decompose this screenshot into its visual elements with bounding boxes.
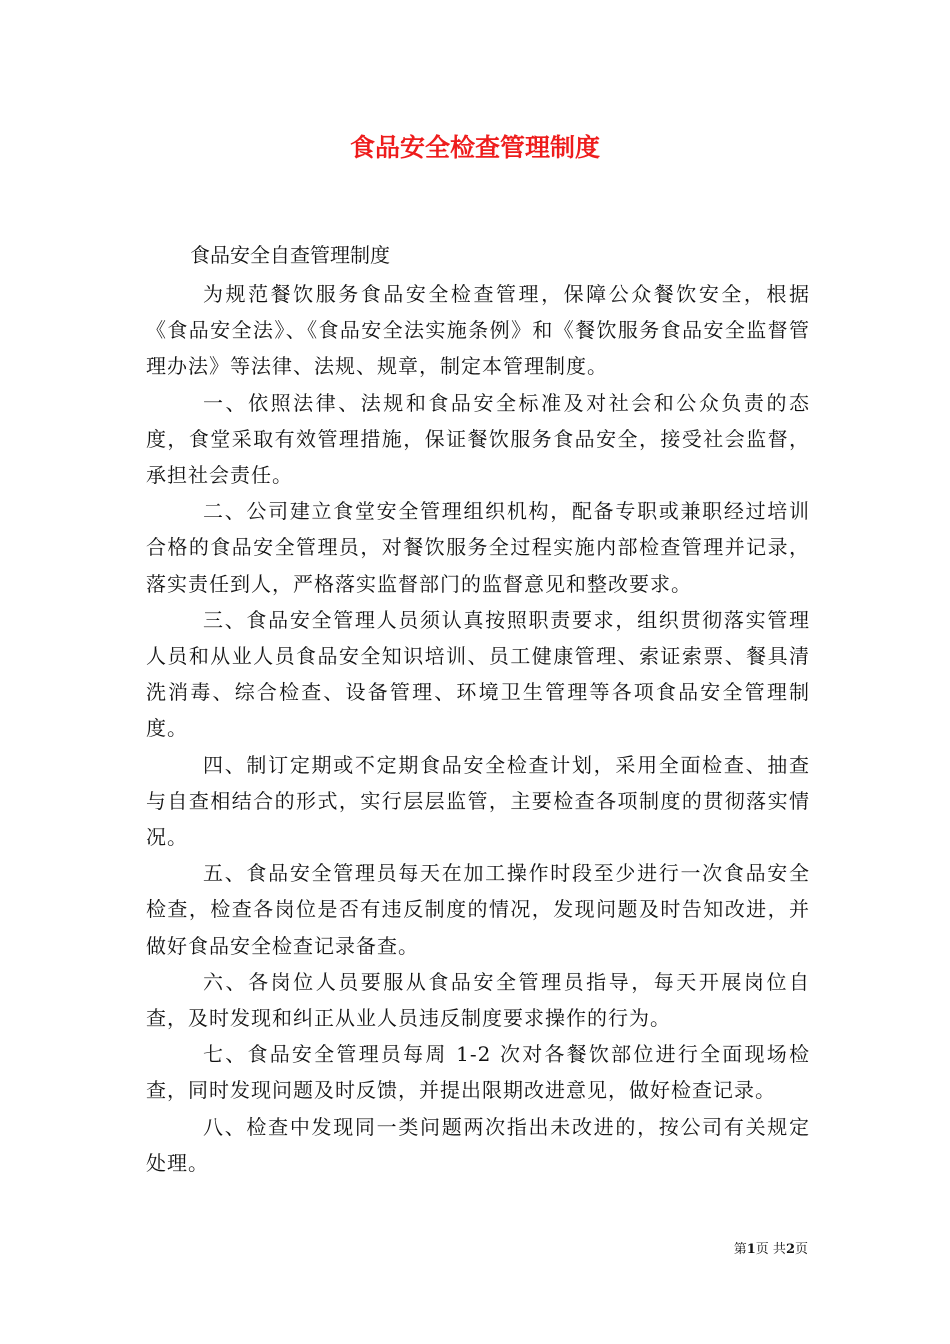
- paragraph-5: 五、食品安全管理员每天在加工操作时段至少进行一次食品安全检查，检查各岗位是否有违反制度的情况，发现问题及时告知改进，并做好食品安全检查记录备查。: [146, 861, 810, 958]
- paragraph-intro: 为规范餐饮服务食品安全检查管理，保障公众餐饮安全，根据《食品安全法》、《食品安全法实施条例》和《餐饮服务食品安全监督管理办法》等法律、法规、规章，制定本管理制度。: [146, 282, 810, 379]
- footer-suffix: 页: [794, 1242, 808, 1257]
- paragraph-3: 三、食品安全管理人员须认真按照职责要求，组织贯彻落实管理人员和从业人员食品安全知识培训、员工健康管理、索证索票、餐具清洗消毒、综合检查、设备管理、环境卫生管理等各项食品安全管理制度。: [146, 607, 810, 741]
- paragraph-4: 四、制订定期或不定期食品安全检查计划，采用全面检查、抽查与自查相结合的形式，实行层层监管，主要检查各项制度的贯彻落实情况。: [146, 752, 810, 850]
- total-page-number: 2: [785, 1242, 795, 1257]
- page-number-footer: [734, 1241, 808, 1259]
- footer-middle: 页 共: [755, 1242, 786, 1257]
- current-page-number: 1: [746, 1242, 756, 1257]
- paragraph-7: 七、食品安全管理员每周 1-2 次对各餐饮部位进行全面现场检查，同时发现问题及时反馈，并提出限期改进意见，做好检查记录。: [146, 1042, 810, 1103]
- document-title: 食品安全检查管理制度: [349, 133, 600, 162]
- paragraph-2: 二、公司建立食堂安全管理组织机构，配备专职或兼职经过培训合格的食品安全管理员，对餐饮服务全过程实施内部检查管理并记录，落实责任到人，严格落实监督部门的监督意见和整改要求。: [146, 499, 810, 596]
- paragraph-6: 六、各岗位人员要服从食品安全管理员指导，每天开展岗位自查，及时发现和纠正从业人员违反制度要求操作的行为。: [146, 969, 810, 1031]
- paragraph-1: 一、依照法律、法规和食品安全标准及对社会和公众负责的态度，食堂采取有效管理措施，保证餐饮服务食品安全，接受社会监督，承担社会责任。: [146, 390, 810, 488]
- document-body: [146, 238, 810, 1181]
- document-subtitle: 食品安全自查管理制度: [190, 243, 390, 267]
- footer-prefix: 第: [733, 1242, 747, 1257]
- paragraph-8: 八、检查中发现同一类问题两次指出未改进的，按公司有关规定处理。: [146, 1114, 810, 1175]
